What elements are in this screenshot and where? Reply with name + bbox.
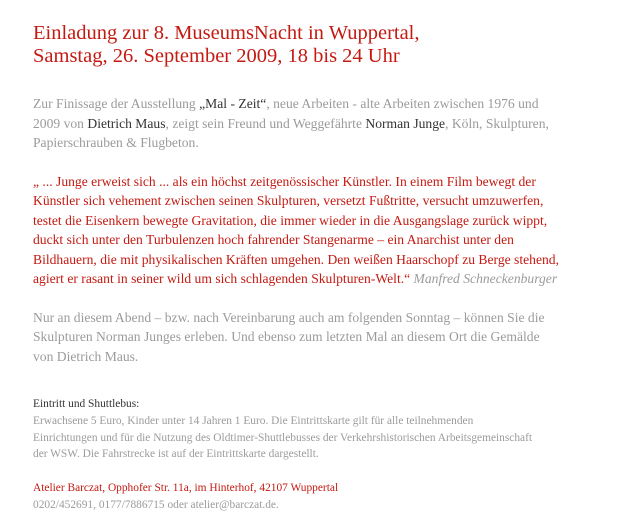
quote-text-6: agiert er rasant in seiner wild um sich schlagenden Skulpturen-Welt.“ xyxy=(33,271,414,286)
intro-text-5: , Köln, Skulpturen, xyxy=(445,115,549,131)
admission-line-2: Einrichtungen und für die Nutzung des Oldtimer-Shuttlebusses der Verkehrshistorischen Arbeitsgemeinschaft xyxy=(33,431,533,444)
quote-line-6 xyxy=(33,269,603,289)
intro-line-3: Papierschrauben & Flugbeton. xyxy=(33,135,199,150)
contact-section xyxy=(33,480,603,514)
intro-text-1: Zur Finissage der Ausstellung xyxy=(33,96,200,111)
quote-line-5: Bildhauern, die mit physikalischen Kräften umgehen. Den weißen Haarschopf zu Berge stehend, xyxy=(33,251,559,267)
closing-line-1: Nur an diesem Abend – bzw. nach Vereinbarung auch am folgenden Sonntag – können Sie die xyxy=(33,309,545,325)
admission-line-3: der WSW. Die Fahrstrecke ist auf der Eintrittskarte dargestellt. xyxy=(33,448,319,461)
intro-line-1 xyxy=(33,94,603,114)
invitation-page xyxy=(33,22,603,514)
intro-text-3: 2009 von xyxy=(33,115,88,131)
closing-line-2: Skulpturen Norman Junges erleben. Und ebenso zum letzten Mal an diesem Ort die Gemälde xyxy=(33,329,540,344)
exhibition-title: „Mal - Zeit“ xyxy=(199,96,267,111)
intro-line-2 xyxy=(33,114,603,134)
closing-line-3: von Dietrich Maus. xyxy=(33,348,139,364)
admission-heading: Eintritt und Shuttlebus: xyxy=(33,398,140,410)
contact-details: 0202/452691, 0177/7886715 oder atelier@barczat.de. xyxy=(33,498,279,511)
intro-text-2: , neue Arbeiten - alte Arbeiten zwischen 1976 und xyxy=(266,96,539,111)
quote-line-2: Künstler sich vehement zwischen seinen Skulpturen, versetzt Fußtritte, versucht umzuwerfen, xyxy=(33,193,544,208)
quote-line-4: duckt sich unter den Turbulenzen hoch fahrender Stangenarme – ein Anarchist unter den xyxy=(33,232,514,247)
quote-paragraph xyxy=(33,172,603,289)
intro-paragraph xyxy=(33,94,603,153)
quote-line-3: testet die Eisenkern bewegte Gravitation, die immer wieder in die Ausgangslage zurück wippt, xyxy=(33,212,548,228)
atelier-address: Atelier Barczat, Opphofer Str. 11a, im Hinterhof, 42107 Wuppertal xyxy=(33,482,339,495)
intro-text-4: , zeigt sein Freund und Weggefährte xyxy=(165,115,366,131)
artist-name: Dietrich Maus xyxy=(87,115,166,131)
closing-paragraph xyxy=(33,308,603,367)
invitation-title xyxy=(33,22,603,68)
friend-name: Norman Junge xyxy=(365,115,446,131)
title-line-1: Einladung zur 8. MuseumsNacht in Wuppertal, xyxy=(33,22,420,44)
admission-section xyxy=(33,396,603,463)
quote-line-1: „ ... Junge erweist sich ... als ein höchst zeitgenössischer Künstler. In einem Film bewegt der xyxy=(33,173,536,189)
quote-author: Manfred Schneckenburger xyxy=(413,271,558,286)
admission-line-1: Erwachsene 5 Euro, Kinder unter 14 Jahren 1 Euro. Die Eintrittskarte gilt für alle teilnehmenden xyxy=(33,414,474,427)
title-line-2: Samstag, 26. September 2009, 18 bis 24 Uhr xyxy=(33,45,400,67)
